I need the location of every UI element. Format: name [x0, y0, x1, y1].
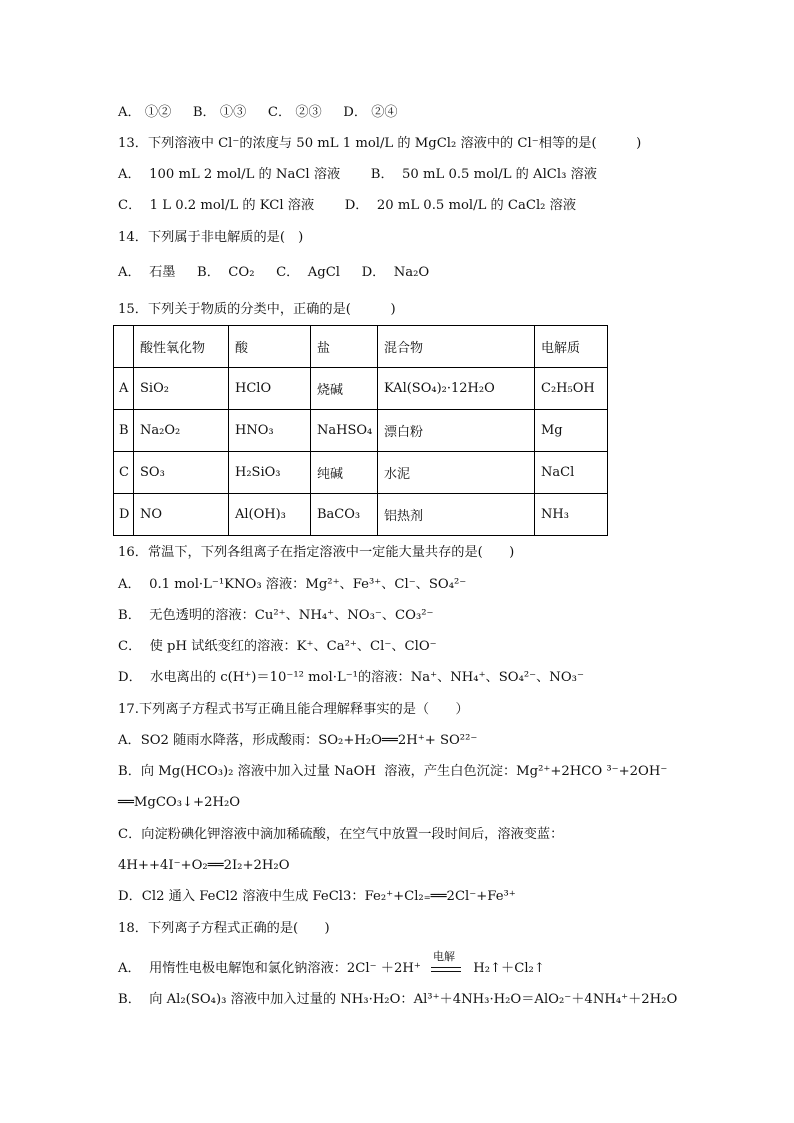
q13-options-cd: C． 1 L 0.2 mol/L 的 KCl 溶液 D． 20 mL 0.5 mol/L 的 CaCl₂ 溶液 [118, 198, 577, 213]
table-cell: NaCl [535, 452, 608, 494]
table-header-cell: 盐 [311, 326, 378, 368]
table-cell: C [114, 452, 134, 494]
table-cell: 铝热剂 [378, 494, 535, 536]
table-cell: NO [134, 494, 229, 536]
table-cell: NaHSO₄ [311, 410, 378, 452]
table-cell: 纯碱 [311, 452, 378, 494]
table-cell: B [114, 410, 134, 452]
q16-option-b: B． 无色透明的溶液：Cu²⁺、NH₄⁺、NO₃⁻、CO₃²⁻ [118, 608, 434, 623]
table-cell: NH₃ [535, 494, 608, 536]
electrolysis-arrow [429, 950, 465, 978]
q18-option-b: B． 向 Al₂(SO₄)₃ 溶液中加入过量的 NH₃·H₂O：Al³⁺＋4NH₃·H₂O＝AlO₂⁻＋4NH₄⁺＋2H₂O [118, 992, 678, 1007]
q14-options: A． 石墨 B． CO₂ C． AgCl D． Na₂O [118, 265, 430, 280]
q16-option-c: C． 使 pH 试纸变红的溶液：K⁺、Ca²⁺、Cl⁻、ClO⁻ [118, 639, 437, 654]
table-row [114, 368, 608, 410]
q16-option-a: A． 0.1 mol·L⁻¹KNO₃ 溶液：Mg²⁺、Fe³⁺、Cl⁻、SO₄²⁻ [118, 577, 467, 592]
q13-stem: 13．下列溶液中 Cl⁻的浓度与 50 mL 1 mol/L 的 MgCl₂ 溶液中的 Cl⁻相等的是( ) [118, 136, 642, 151]
q15-stem: 15．下列关于物质的分类中，正确的是( ) [118, 302, 396, 317]
classification-table [113, 325, 608, 536]
table-cell: C₂H₅OH [535, 368, 608, 410]
table-cell: HNO₃ [229, 410, 311, 452]
table-cell: Na₂O₂ [134, 410, 229, 452]
table-cell: 水泥 [378, 452, 535, 494]
q14-stem: 14．下列属于非电解质的是( ) [118, 230, 304, 245]
q18-option-a: A． 用惰性电极电解饱和氯化钠溶液：2Cl⁻ ＋2H⁺ 电解 H₂↑＋Cl₂↑ [118, 950, 545, 976]
q17-option-c: C．向淀粉碘化钾溶液中滴加稀硫酸，在空气中放置一段时间后，溶液变蓝： [118, 827, 564, 842]
table-cell: KAl(SO₄)₂·12H₂O [378, 368, 535, 410]
table-cell: H₂SiO₃ [229, 452, 311, 494]
table-header-cell: 混合物 [378, 326, 535, 368]
table-header-row [114, 326, 608, 368]
table-row [114, 452, 608, 494]
table-header-cell: 酸 [229, 326, 311, 368]
table-header-cell: 电解质 [535, 326, 608, 368]
table-cell: A [114, 368, 134, 410]
table-header-cell [114, 326, 134, 368]
table-header-cell: 酸性氧化物 [134, 326, 229, 368]
table-cell: 漂白粉 [378, 410, 535, 452]
q16-option-d: D． 水电离出的 c(H⁺)＝10⁻¹² mol·L⁻¹的溶液：Na⁺、NH₄⁺、SO₄²⁻、NO₃⁻ [118, 670, 584, 685]
table-cell: SiO₂ [134, 368, 229, 410]
q17-option-b: B．向 Mg(HCO₃)₂ 溶液中加入过量 NaOH 溶液，产生白色沉淀：Mg²⁺+2HCO ³⁻+2OH⁻ [118, 764, 668, 779]
electrolysis-label: 电解 [433, 950, 455, 963]
table-row [114, 494, 608, 536]
q18-stem: 18．下列离子方程式正确的是( ) [118, 921, 330, 936]
table-cell: Mg [535, 410, 608, 452]
q17-option-b-cont: ══MgCO₃↓+2H₂O [118, 795, 241, 810]
q16-stem: 16．常温下，下列各组离子在指定溶液中一定能大量共存的是( ) [118, 545, 515, 560]
table-cell: 烧碱 [311, 368, 378, 410]
q17-option-c-cont: 4H++4I⁻+O₂══2I₂+2H₂O [118, 858, 290, 873]
table-cell: BaCO₃ [311, 494, 378, 536]
table-cell: SO₃ [134, 452, 229, 494]
equals-sign-lines [431, 967, 461, 972]
q13-options-ab: A． 100 mL 2 mol/L 的 NaCl 溶液 B． 50 mL 0.5 mol/L 的 AlCl₃ 溶液 [118, 167, 597, 182]
table-row [114, 410, 608, 452]
table-cell: Al(OH)₃ [229, 494, 311, 536]
q17-stem: 17.下列离子方程式书写正确且能合理解释事实的是（ ） [118, 702, 469, 717]
q17-option-a: A．SO2 随雨水降落，形成酸雨：SO₂+H₂O══2H⁺+ SO²²⁻ [118, 733, 478, 748]
table-cell: D [114, 494, 134, 536]
table-cell: HClO [229, 368, 311, 410]
q17-option-d: D．Cl2 通入 FeCl2 溶液中生成 FeCl3：Fe₂⁺+Cl₂₌══2Cl⁻+Fe³⁺ [118, 889, 516, 904]
q12-options: A． ①② B． ①③ C． ②③ D． ②④ [118, 105, 398, 120]
